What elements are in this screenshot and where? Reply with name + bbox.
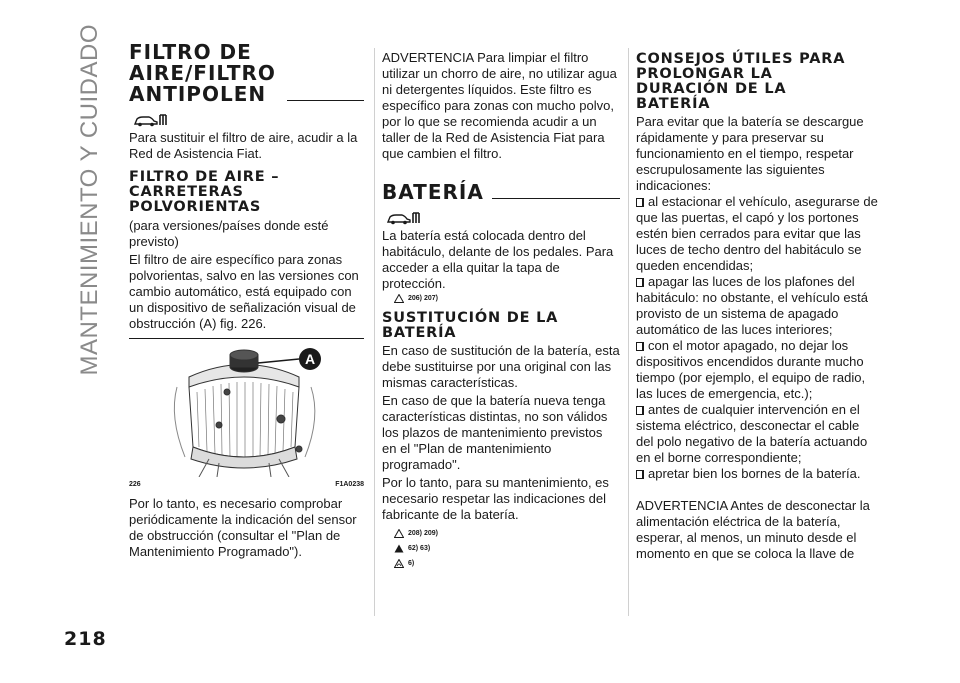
figure-number: 226	[129, 481, 141, 488]
paragraph: Para evitar que la batería se descargue rápidamente y para preservar su funcionamiento en el tiempo, respetar escrupulosamente las siguientes indicaciones:	[636, 114, 864, 193]
column-divider	[628, 48, 629, 616]
heading-air-filter: FILTRO DE AIRE/FILTRO ANTIPOLEN	[129, 40, 276, 106]
column-2	[382, 50, 620, 571]
section-heading-battery	[382, 182, 620, 203]
page-number: 218	[64, 628, 107, 650]
warning-triangle-icon	[394, 529, 404, 538]
bullet-icon	[636, 342, 644, 351]
warning-reference: 208) 209)	[394, 529, 620, 538]
list-item: antes de cualquier intervención en el sistema eléctrico, desconectar el cable del polo negativo de la batería actuando en el borne correspondiente;	[636, 402, 868, 465]
car-versions-icon	[133, 113, 169, 127]
figure-code: F1A0238	[335, 481, 364, 488]
heading-dusty-roads: FILTRO DE AIRE – CARRETERAS POLVORIENTAS	[129, 169, 280, 215]
caution-reference: 62) 63)	[394, 544, 620, 553]
vehicle-icons	[133, 113, 364, 127]
paragraph: Por lo tanto, para su mantenimiento, es necesario respetar las indicaciones del fabricante de la batería.	[382, 475, 609, 522]
paragraph-warning: ADVERTENCIA Antes de desconectar la alimentación eléctrica de la batería, esperar, al menos, un minuto desde el momento en que se coloca la llave de	[636, 498, 870, 561]
paragraph: Por lo tanto, es necesario comprobar periódicamente la indicación del sensor de obstrucción (consultar el "Plan de Mantenimiento Programado").	[129, 496, 357, 559]
warning-reference: 206) 207)	[394, 294, 620, 303]
environment-icon	[394, 559, 404, 568]
heading-battery: BATERÍA	[382, 180, 484, 204]
paragraph: La batería está colocada dentro del habitáculo, delante de los pedales. Para acceder a ella quitar la tapa de protección.	[382, 228, 614, 291]
heading-battery-replacement: SUSTITUCIÓN DE LA BATERÍA	[382, 310, 559, 341]
list-item: apretar bien los bornes de la batería.	[636, 466, 878, 482]
bullet-list	[636, 194, 878, 482]
bullet-icon	[636, 198, 644, 207]
vehicle-icons	[386, 211, 620, 225]
air-filter-illustration	[129, 347, 364, 477]
chapter-title-text: MANTENIMIENTO Y CUIDADO	[76, 24, 103, 376]
chapter-side-title	[66, 24, 114, 376]
paragraph: El filtro de aire específico para zonas polvorientas, salvo en las versiones con cambio automático, está equipado con un dispositivo de señalización visual de obstrucción (A) fig. 226.	[129, 252, 359, 331]
column-3	[636, 52, 878, 562]
car-versions-icon	[386, 211, 422, 225]
column-divider	[374, 48, 375, 616]
list-item: al estacionar el vehículo, asegurarse de que las puertas, el capó y los portones estén bien cerrados para evitar que las luces de techo dentro del habitáculo se queden encendidas;	[636, 194, 878, 273]
environment-reference: 6)	[394, 559, 620, 568]
list-item: con el motor apagado, no dejar los dispositivos encendidos durante mucho tiempo (por ejemplo, el equipo de radio, las luces de emergencia, etc.);	[636, 338, 866, 401]
callout-a-label: A	[304, 351, 316, 367]
paragraph: En caso de sustitución de la batería, esta debe sustituirse por una original con las mismas características.	[382, 343, 620, 390]
caution-icon	[394, 544, 404, 553]
paragraph: (para versiones/países donde esté previsto)	[129, 218, 329, 249]
warning-triangle-icon	[394, 294, 404, 303]
paragraph: En caso de que la batería nueva tenga características distintas, no son válidos los plazos de mantenimiento previstos en el "Plan de mantenimiento programado".	[382, 393, 608, 472]
heading-battery-tips: CONSEJOS ÚTILES PARA PROLONGAR LA DURACIÓN DE LA BATERÍA	[636, 51, 846, 112]
section-heading-air-filter	[129, 42, 364, 105]
column-1	[129, 42, 364, 560]
figure-226	[129, 347, 364, 477]
list-item: apagar las luces de los plafones del habitáculo: no obstante, el vehículo está provisto de un sistema de apagado automático de las luces interiores;	[636, 274, 868, 337]
bullet-icon	[636, 406, 644, 415]
figure-caption	[129, 481, 364, 488]
bullet-icon	[636, 278, 644, 287]
bullet-icon	[636, 470, 644, 479]
paragraph-warning: ADVERTENCIA Para limpiar el filtro utilizar un chorro de aire, no utilizar agua ni detergentes líquidos. Este filtro es específico para zonas con mucho polvo, por lo que se recomienda acudir a un taller de la Red de Asistencia Fiat para que cambien el filtro.	[382, 50, 617, 161]
paragraph: Para sustituir el filtro de aire, acudir a la Red de Asistencia Fiat.	[129, 130, 358, 161]
